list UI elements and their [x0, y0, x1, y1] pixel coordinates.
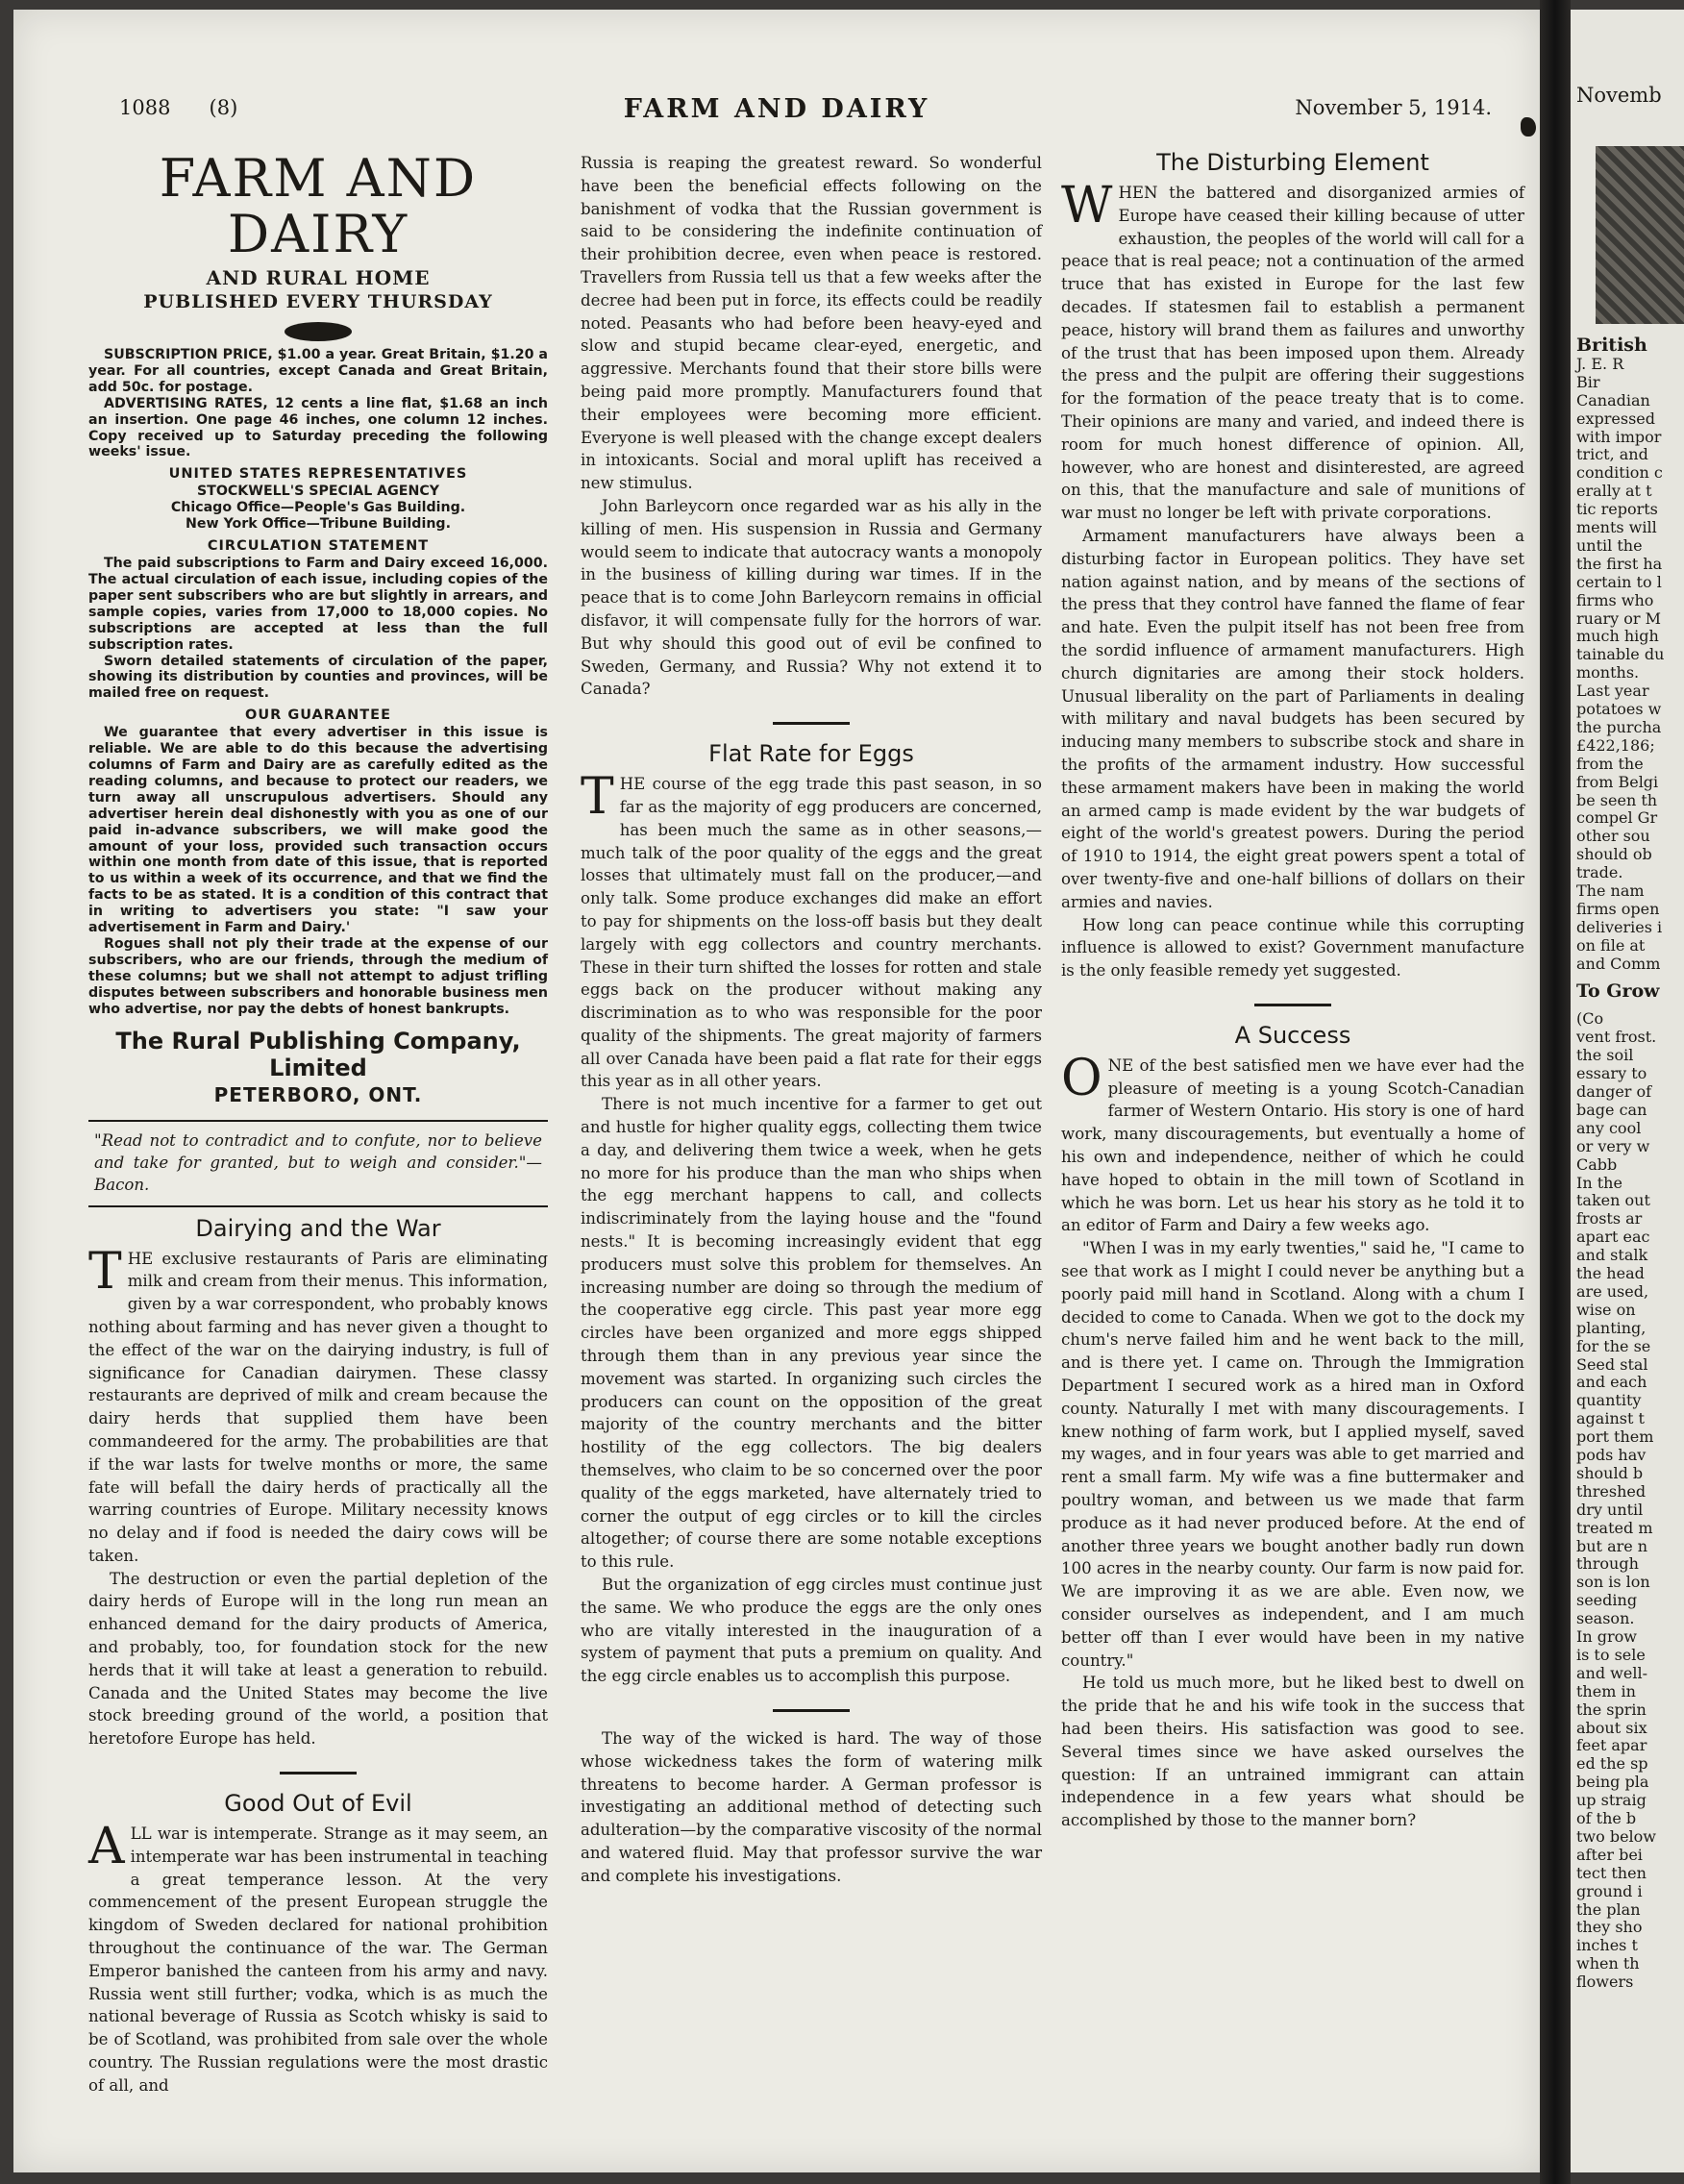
next-page-line: expressed [1576, 409, 1655, 428]
column-2 [581, 152, 1042, 1888]
evil-p1: ALL war is intemperate. Strange as it may seem, an intemperate war has been instrumental in teaching a great temperance lesson. At the very commencement of the present European struggle the kingdom of Sweden declared for national prohibition throughout the continuance of the war. The German Emperor banished the canteen from his army and navy. Russia went still further; vodka, which is as much the national beverage of Russia as Scotch whisky is said to be of Scotland, was prohibited from sale over the whole country. The Russian regulations were the most drastic of all, and [88, 1818, 548, 2095]
running-title: FARM AND DAIRY [623, 94, 930, 124]
success-p3: He told us much more, but he liked best to dwell on the pride that he and his wife took in the success that had been theirs. His satisfaction was good to see. Several times since we have asked ourselves the question: If an untrained immigrant can attain independence in a few years what should be accomplished by those to the manner born? [1061, 1674, 1524, 1830]
next-page-line: danger of [1576, 1082, 1652, 1101]
divider [88, 1120, 548, 1122]
next-page-line: after bei [1576, 1845, 1643, 1864]
divider [773, 722, 850, 725]
next-page-line: or very w [1576, 1136, 1650, 1155]
next-page-line: apart eac [1576, 1228, 1650, 1247]
next-page-line: port them [1576, 1427, 1654, 1447]
next-page-line: the plan [1576, 1899, 1641, 1919]
next-page-photo [1596, 146, 1684, 324]
next-page-line: taken out [1576, 1191, 1650, 1210]
next-page-line: compel Gr [1576, 808, 1658, 828]
next-page-line: with impor [1576, 427, 1662, 446]
next-page-line: ruary or M [1576, 608, 1662, 628]
next-page-line: Seed stal [1576, 1354, 1648, 1374]
advertising-text: ADVERTISING RATES, 12 cents a line flat, $1.68 an inch an insertion. One page 46 inches, one column 12 inches. Copy received up to Saturday preceding the following weeks' issue. [88, 395, 548, 460]
circulation-text: The paid subscriptions to Farm and Dairy exceed 16,000. The actual circulation of each issue, including copies of the paper sent subscribers who are but slightly in arrears, and sample copies, varies from 17,000 to 18,000 copies. No subscriptions are accepted at less than the full subscription rates. [88, 556, 548, 653]
eggs-p1: THE course of the egg trade this past season, in so far as the majority of egg producers are concerned, has been much the same as in other seasons,—much talk of the poor quality of the eggs and the great losses that ultimately must fall on the producer,—and only talk. Some produce exchanges did make an effort to pay for shipments on the loss-off basis but they dealt largely with egg collectors and country merchants. These in their turn shifted the losses for rotten and stale eggs back on the producer without making any discrimination as to who was responsible for the poor quality of the shipments. The great majority of farmers all over Canada have been paid a flat rate for their eggs this year as in all other years. [581, 768, 1042, 1091]
divider [773, 1709, 850, 1712]
eggs-p2: There is not much incentive for a farmer to get out and hustle for higher quality eggs, collecting them twice a day, and delivering them twice a week, when he gets no more for his produce than the man who ships when the egg merchant happens to call, and collects indiscriminately from the laying house and the "found nests." It is becoming increasingly evident that egg producers must solve this problem for themselves. An increasing number are doing so through the medium of the cooperative egg circle. This past year more egg circles have been organized and more eggs shipped through them than in any previous year since the movement was started. In organizing such circles the producers can count on the opposition of the great majority of the country merchants and the bitter hostility of the egg collectors. The big dealers themselves, who claim to be so concerned over the poor quality of the eggs marketed, have alternately tried to corner the output of egg circles or to kill the circles altogether; of course there are some notable exceptions to this rule. [581, 1095, 1042, 1572]
next-page-line: any cool [1576, 1118, 1642, 1137]
next-page-line: two below [1576, 1826, 1656, 1846]
next-page-line: seeding [1576, 1591, 1638, 1610]
masthead-title: FARM AND DAIRY [159, 148, 478, 264]
next-page-line: firms who [1576, 590, 1654, 609]
next-page-line: (Co [1576, 1009, 1604, 1029]
next-page-line: and each [1576, 1373, 1647, 1392]
next-page-line: quantity [1576, 1391, 1642, 1410]
next-page-line: being pla [1576, 1773, 1649, 1792]
next-page-line: are used, [1576, 1281, 1649, 1301]
next-page-line: the purcha [1576, 717, 1662, 736]
next-page-line: condition c [1576, 463, 1663, 483]
masthead-published: PUBLISHED EVERY THURSDAY [143, 291, 493, 312]
next-page-line: and stalk [1576, 1246, 1648, 1265]
chicago-office: Chicago Office—People's Gas Building. [170, 500, 466, 516]
next-page-line: should b [1576, 1463, 1644, 1482]
next-page-line: £422,186; [1576, 735, 1655, 755]
sworn-text: Sworn detailed statements of circulation of the paper, showing its distribution by counties and provinces, will be mailed free on request. [88, 653, 548, 702]
next-page-line: against t [1576, 1409, 1645, 1428]
divider [280, 1772, 357, 1774]
success-p1: ONE of the best satisfied men we have ever had the pleasure of meeting is a young Scotch-Canadian farmer of Western Ontario. His story is one of hard work, many discouragements, but eventually a home of his own and independence, neither of which he could have hoped to obtain in the mill town of Scotland in which he was born. Let us hear his story as he told it to an editor of Farm and Dairy a few weeks ago. [1061, 1049, 1524, 1235]
next-page-line: tect then [1576, 1863, 1647, 1882]
next-page-line: much high [1576, 627, 1659, 646]
wicked-p1: The way of the wicked is hard. The way of those whose wickedness takes the form of watering milk threatens to become harder. A German professor is investigating an additional method of detecting such adulteration—by the comparative viscosity of the normal and watered fluid. May that professor survive the war and complete his investigations. [581, 1729, 1042, 1885]
next-page-line: when th [1576, 1954, 1640, 1973]
next-page-line: tic reports [1576, 500, 1658, 519]
next-page-line: In grow [1576, 1627, 1637, 1646]
next-page-line: and well- [1576, 1663, 1647, 1682]
guarantee-text: We guarantee that every advertiser in this issue is reliable. We are able to do this because the advertising columns of Farm and Dairy are as carefully edited as the reading columns, and because to protect our readers, we turn away all unscrupulous advertisers. Should any advertiser herein deal dishonestly with you as one of our paid in-advance subscribers, we will make good the amount of your loss, provided such transaction occurs within one month from date of this issue, that is reported to us within a week of its occurrence, and that we find the facts to be as stated. It is a condition of this contract that in writing to advertisers you state: "I saw your advertisement in Farm and Dairy.' [88, 725, 548, 936]
next-page-line: ments will [1576, 518, 1657, 536]
next-page-line: them in [1576, 1681, 1636, 1700]
us-agency: STOCKWELL'S SPECIAL AGENCY [196, 484, 440, 500]
next-page-line: deliveries i [1576, 917, 1663, 936]
rogues-text: Rogues shall not ply their trade at the expense of our subscribers, who are our friends, through the medium of these columns; but we shall not attempt to adjust trifling disputes between subscribers and honorable business men who advertise, nor pay the debts of honest bankrupts. [88, 936, 548, 1017]
next-page-line: on file at [1576, 935, 1646, 955]
next-page-line: feet apar [1576, 1736, 1647, 1755]
next-page-line: up straig [1576, 1791, 1647, 1810]
next-page-line: the soil [1576, 1046, 1634, 1065]
next-page-line: Canadian [1576, 390, 1650, 410]
next-page-line: dry until [1576, 1500, 1644, 1519]
disturbing-p2: Armament manufacturers have always been a disturbing factor in European politics. They have set nation against nation, and by means of the sections of the press that they control have fanned the flame of fear and hate. Even the pulpit itself has not been free from the sordid influence of armament manufacturers. High church dignitaries are among their stock holders. Unusual liberality on the part of Parliaments in dealing with military and naval budgets has been secured by inducing many members to subscribe stock and share in the profits of the armament industry. How successful these armament makers have been in making the world an armed camp is made evident by the war budgets of eight of the world's greatest powers. During the period of 1910 to 1914, the eight great powers spent a total of over twenty-five and one-half billions of dollars on their armies and navies. [1061, 526, 1524, 911]
next-page-line: firms open [1576, 899, 1660, 918]
next-page-line: but are n [1576, 1536, 1648, 1555]
article-title-disturbing: The Disturbing Element [1156, 149, 1429, 176]
ink-blot [1521, 117, 1536, 136]
bacon-quote: "Read not to contradict and to confute, nor to believe and take for granted, but to weigh and consider."—Bacon. [94, 1130, 542, 1194]
issue-date: November 5, 1914. [1295, 96, 1492, 119]
column-1 [88, 149, 548, 2097]
next-page-line: pods hav [1576, 1446, 1647, 1464]
publisher-city: PETERBORO, ONT. [213, 1082, 423, 1106]
circulation-heading: CIRCULATION STATEMENT [207, 538, 430, 555]
next-page-line: tainable du [1576, 645, 1665, 664]
next-page-line: the first ha [1576, 554, 1663, 573]
next-page-line: trict, and [1576, 445, 1648, 464]
dairying-p2: The destruction or even the partial depletion of the dairy herds of Europe will in the long run mean an enhanced demand for the dairy products of America, and probably, too, for foundation stock for the new herds that it will take at least a generation to rebuild. Canada and the United States may become the live stock breeding ground of the world, a position that heretofore Europe has held. [88, 1569, 548, 1749]
success-p2: "When I was in my early twenties," said he, "I came to see that work as I might I could never be anything but a poorly paid mill hand in Scotland. Along with a chum I decided to come to Canada. When we got to the dock my chum's nerve failed him and he went back to the mill, and is there yet. I came on. Through the Immigration Department I secured work as a hired man in Oxford county. Naturally I met with many discouragements. I knew nothing of farm work, but I applied myself, saved my wages, and in four years was able to get married and rent a small farm. My wife was a fine buttermaker and poultry woman, and between us we made that farm produce as it had never produced before. At the end of another three years we bought another badly run down 100 acres in the nearby county. Our farm is now paid for. We are improving it as we are able. Even now, we consider ourselves as independent, and I am much better off than I ever would have been in my native country." [1061, 1239, 1524, 1670]
eggs-p3: But the organization of egg circles must continue just the same. We who produce the eggs are the only ones who are vitally interested in the inauguration of a system of payment that puts a premium on quality. And the egg circle enables us to accomplish this purpose. [581, 1576, 1042, 1686]
next-page-line: vent frost. [1576, 1028, 1657, 1047]
next-page-line: other sou [1576, 827, 1650, 846]
newspaper-page [13, 10, 1540, 2172]
next-page-line: frosts ar [1576, 1209, 1643, 1228]
disturbing-p3: How long can peace continue while this corrupting influence is allowed to exist? Government manufacture is the only feasible remedy yet suggested. [1061, 915, 1524, 980]
next-page-line: son is lon [1576, 1573, 1650, 1592]
next-page-line: treated m [1576, 1518, 1653, 1537]
next-page-line: about six [1576, 1718, 1647, 1737]
next-page-line: potatoes w [1576, 700, 1662, 718]
next-page-line: planting, [1576, 1318, 1647, 1337]
next-page-header: Novemb [1576, 84, 1662, 107]
next-page-line: threshed [1576, 1481, 1647, 1501]
article-title-evil: Good Out of Evil [224, 1790, 412, 1818]
next-page-line: certain to l [1576, 572, 1662, 591]
next-page-line: trade. [1576, 863, 1623, 882]
next-page-line: they sho [1576, 1918, 1643, 1937]
next-page-line: bage can [1576, 1100, 1647, 1119]
next-page-line: is to sele [1576, 1645, 1646, 1664]
next-page-line: Last year [1576, 682, 1649, 701]
divider [1254, 1004, 1331, 1006]
divider [88, 1205, 548, 1207]
next-page-line: The nam [1576, 881, 1645, 900]
next-page-line: for the se [1576, 1336, 1651, 1355]
next-page-line: erally at t [1576, 482, 1652, 501]
next-page-line: from the [1576, 754, 1644, 773]
next-page-line: the head [1576, 1264, 1645, 1282]
next-page-line: until the [1576, 535, 1643, 555]
evil-p3: John Barleycorn once regarded war as his ally in the killing of men. His suspension in Russia and Germany would seem to indicate that autocracy wants a monopoly in the business of killing during war times. If in the peace that is to come John Barleycorn remains in official disfavor, it will compensate fully for the horrors of war. But why should this good out of evil be confined to Sweden, Germany, and Russia? Why not extend it to Canada? [581, 496, 1042, 699]
publisher-name: The Rural Publishing Company, Limited [115, 1027, 521, 1081]
next-page-line: be seen th [1576, 790, 1658, 809]
disturbing-p1: WHEN the battered and disorganized armies of Europe have ceased their killing because of utter exhaustion, the peoples of the world will call for a peace that is real peace; not a continuation of the armed truce that has existed in Europe for the last few decades. If statesmen fail to establish a permanent peace, history will brand them as failures and unworthy of the trust that has been imposed upon them. Already the press and the pulpit are offering their suggestions for the formation of the peace treaty that is to come. Their opinions are many and varied, and indeed there is room for much honest difference of opinion. All, however, who are honest and disinterested, are agreed on this, that the manufacture and sale of munitions of war must no longer be left with private corporations. [1061, 177, 1524, 523]
next-page-line: the sprin [1576, 1700, 1647, 1719]
next-page-line: wise on [1576, 1300, 1636, 1319]
masthead-subtitle: AND RURAL HOME [206, 266, 431, 289]
column-3 [1061, 149, 1524, 1832]
newyork-office: New York Office—Tribune Building. [186, 516, 451, 533]
next-page-line: ed the sp [1576, 1754, 1648, 1774]
next-page-line: from Belgi [1576, 772, 1659, 791]
next-page-line: Bir [1576, 372, 1600, 391]
next-page-line: ground i [1576, 1881, 1643, 1900]
guarantee-heading: OUR GUARANTEE [245, 707, 391, 724]
evil-p2: Russia is reaping the greatest reward. So wonderful have been the beneficial effects following on the banishment of vodka that the Russian government is said to be considering the indefinite continuation of their prohibition decree, even when peace is restored. Travellers from Russia tell us that a few weeks after the decree had been put in force, its effects could be readily noted. Peasants who had before been heavy-eyed and slow and stupid became clear-eyed, energetic, and aggressive. Merchants found that their store bills were being paid more promptly. Manufacturers found that their employees were becoming more efficient. Everyone is well pleased with the change except dealers in intoxicants. Social and moral uplift has received a new stimulus. [581, 154, 1042, 493]
next-page-line: season. [1576, 1609, 1635, 1628]
next-page-line: months. [1576, 663, 1640, 682]
next-page-edge [1571, 10, 1684, 2172]
next-page-line: of the b [1576, 1809, 1637, 1827]
subscription-text: SUBSCRIPTION PRICE, $1.00 a year. Great Britain, $1.20 a year. For all countries, except Canada and Great Britain, add 50c. for postage. [88, 347, 548, 395]
us-representatives-heading: UNITED STATES REPRESENTATIVES [168, 466, 468, 483]
next-page-line: should ob [1576, 845, 1652, 864]
next-page-line: flowers [1576, 1973, 1634, 1992]
next-page-line: J. E. R [1576, 354, 1624, 373]
page-number: 1088 (8) [119, 96, 238, 119]
next-page-line: and Comm [1576, 954, 1661, 973]
dairying-p1: THE exclusive restaurants of Paris are eliminating milk and cream from their menus. This information, given by a war correspondent, who probably knows nothing about farming and has never given a thought to the effect of the war on the dairying industry, is full of significance for Canadian dairymen. These classy restaurants are deprived of milk and cream because the dairy herds that supplied them have been commandeered for the army. The probabilities are that if the war lasts for twelve months or more, the same fate will befall the dairy herds of practically all the warring countries of Europe. Military necessity knows no delay and if food is needed the dairy cows will be taken. [88, 1242, 549, 1565]
next-page-line: Cabb [1576, 1154, 1618, 1174]
article-title-eggs: Flat Rate for Eggs [708, 740, 914, 768]
next-page-line: essary to [1576, 1064, 1647, 1083]
next-page-line: British [1576, 335, 1647, 356]
article-title-dairying: Dairying and the War [195, 1214, 441, 1242]
binding-gutter [1540, 0, 1571, 2184]
article-title-success: A Success [1234, 1021, 1351, 1049]
next-page-line: inches t [1576, 1936, 1638, 1955]
next-page-line: To Grow [1576, 980, 1660, 1002]
next-page-line: In the [1576, 1173, 1622, 1192]
ornament-icon [285, 322, 352, 341]
next-page-line: through [1576, 1554, 1639, 1574]
